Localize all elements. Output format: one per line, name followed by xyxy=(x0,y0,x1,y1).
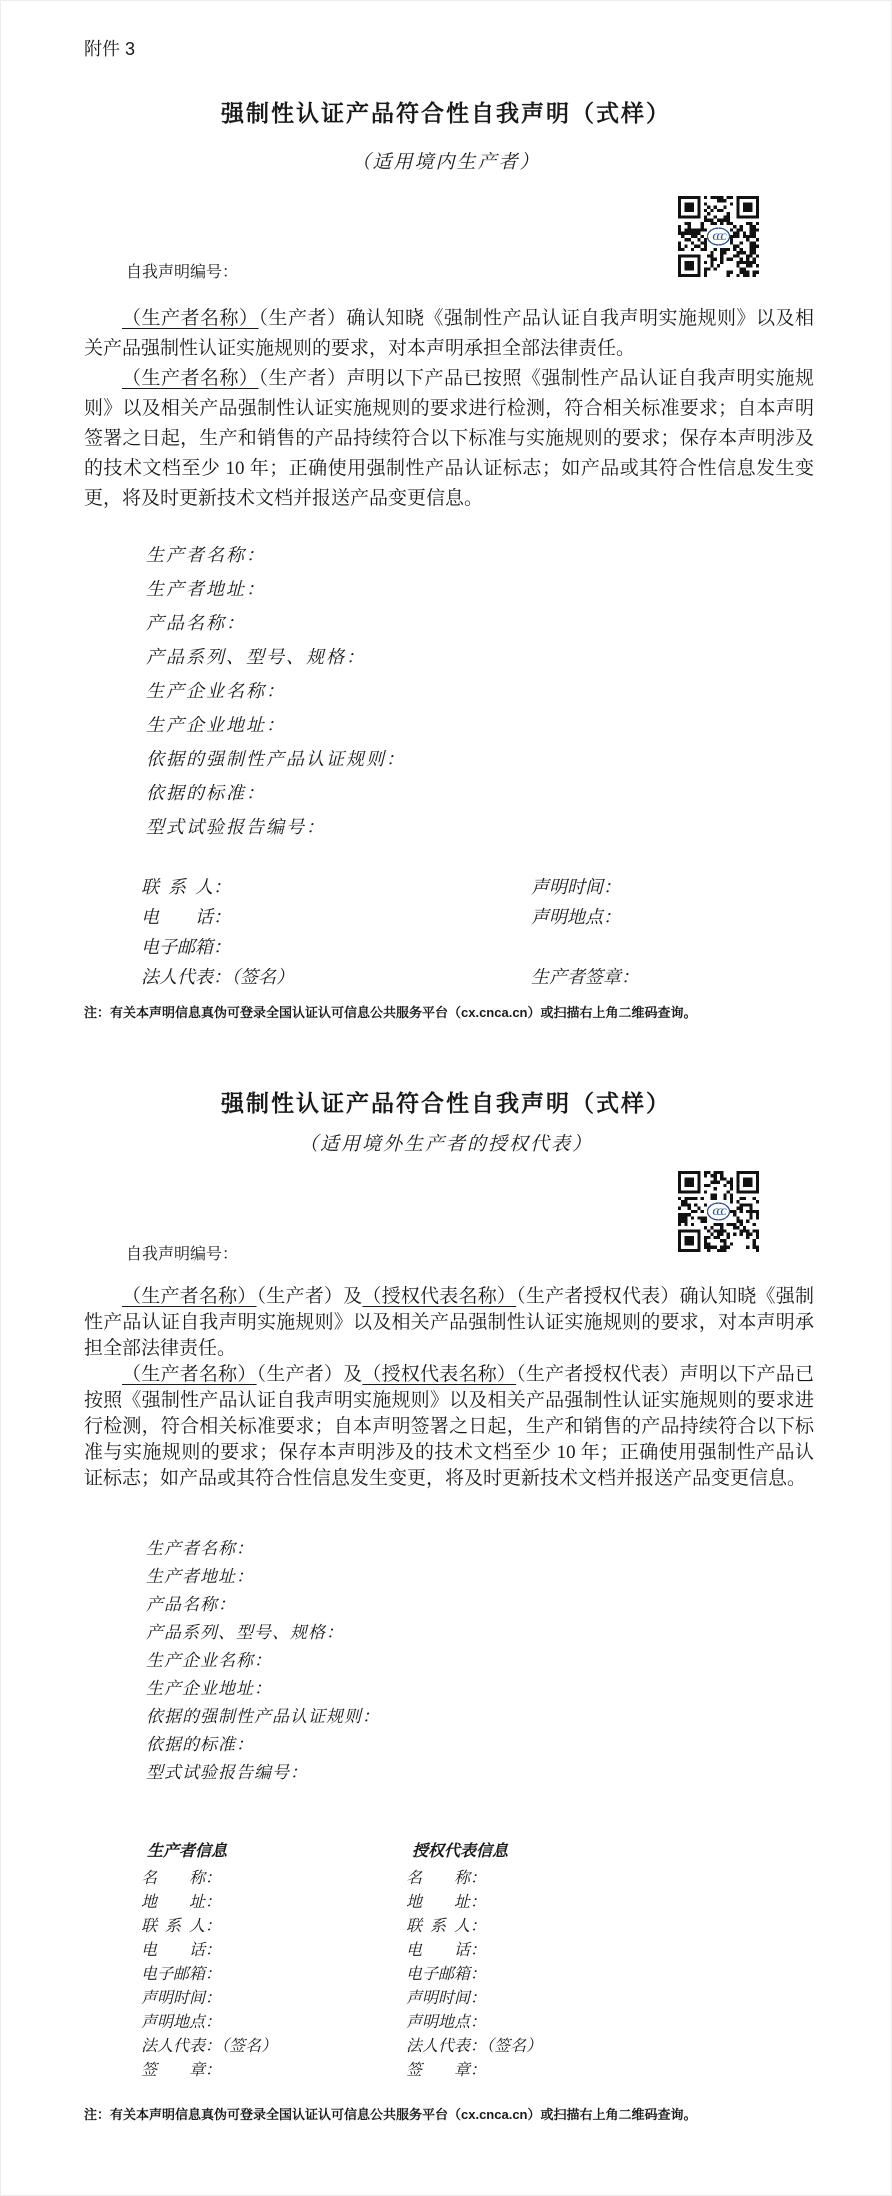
section1-paragraph-1 xyxy=(84,304,814,364)
field-row: 生产企业地址： xyxy=(146,715,286,736)
ccc-mark-icon: CCC xyxy=(712,231,725,242)
section1-title: 强制性认证产品符合性自我声明（式样） xyxy=(221,100,671,126)
contact-label: 声明时间： xyxy=(531,877,621,898)
qr-code xyxy=(678,1171,759,1252)
ccc-mark-icon: CCC xyxy=(712,1206,725,1217)
info-label: 法人代表：（签名） xyxy=(141,2036,278,2055)
info-label: 电 话： xyxy=(141,1940,222,1959)
paragraph-text: （生产者）及 xyxy=(256,1364,363,1385)
contact-label: 法人代表：（签名） xyxy=(141,967,294,988)
section2-subtitle: （适用境外生产者的授权代表） xyxy=(298,1133,593,1155)
info-label: 地 址： xyxy=(406,1892,487,1911)
info-label: 地 址： xyxy=(141,1892,222,1911)
attachment-label: 附件 3 xyxy=(84,39,136,59)
field-row: 产品名称： xyxy=(146,613,246,634)
section2-info-columns xyxy=(141,1839,542,2082)
paragraph-text: （生产者授权代表）确认知晓《强制性产品认证自我声明实施规则》以及相关产品强制性认证实施规则的要求，对本声明承担全部法律责任。 xyxy=(84,1286,814,1359)
section1-declaration-no-label: 自我声明编号： xyxy=(126,264,239,281)
contact-label: 电 话： xyxy=(141,907,231,928)
paragraph-text: （生产者授权代表）声明以下产品已按照《强制性产品认证自我声明实施规则》以及相关产品强制性认证实施规则的要求进行检测，符合相关标准要求；自本声明签署之日起，生产和销售的产品持续符合以下标准与实施规则的要求；保存本声明涉及的技术文档至少 10 年；正确使用强制性产品认证标志；如产品或其符合性信息发生变更，将及时更新技术文档并报送产品变更信息。 xyxy=(84,1364,814,1489)
field-row: 产品系列、型号、规格： xyxy=(146,1623,344,1643)
field-row: 依据的强制性产品认证规则： xyxy=(146,1707,380,1727)
info-label: 电子邮箱： xyxy=(406,1964,487,1983)
info-label: 法人代表：（签名） xyxy=(406,2036,543,2055)
info-label: 电 话： xyxy=(406,1940,487,1959)
agent-name-placeholder: （授权代表名称） xyxy=(362,1286,517,1307)
field-row: 依据的强制性产品认证规则： xyxy=(146,749,406,770)
field-row: 生产者名称： xyxy=(146,545,266,566)
section2-declaration-no-label: 自我声明编号： xyxy=(126,1246,239,1263)
field-row: 依据的标准： xyxy=(146,1735,254,1755)
producer-name-placeholder: （生产者名称） xyxy=(122,1286,257,1307)
producer-info-header: 生产者信息 xyxy=(147,1841,228,1860)
field-row: 产品系列、型号、规格： xyxy=(146,647,366,668)
section2-paragraph-2 xyxy=(84,1362,814,1492)
paragraph-text: （生产者）声明以下产品已按照《强制性产品认证自我声明实施规则》以及相关产品强制性认证实施规则的要求进行检测，符合相关标准要求；自本声明签署之日起，生产和销售的产品持续符合以下标准与实施规则的要求；保存本声明涉及的技术文档至少 10 年；正确使用强制性产品认证标志；如产品或其符合性信息发生变更，将及时更新技术文档并报送产品变更信息。 xyxy=(84,368,814,509)
info-label: 签 章： xyxy=(141,2060,222,2079)
producer-name-placeholder: （生产者名称） xyxy=(122,308,259,329)
info-label: 电子邮箱： xyxy=(141,1964,222,1983)
info-label: 声明时间： xyxy=(406,1988,487,2007)
info-label: 名 称： xyxy=(141,1868,222,1887)
contact-label: 电子邮箱： xyxy=(141,937,231,958)
field-row: 生产者名称： xyxy=(146,1539,254,1559)
paragraph-text: （生产者）及 xyxy=(256,1286,363,1307)
producer-name-placeholder: （生产者名称） xyxy=(122,1364,257,1385)
section1-product-fields xyxy=(146,539,406,845)
section2-note: 注：有关本声明信息真伪可登录全国认证认可信息公共服务平台（cx.cnca.cn）或扫描右上角二维码查询。 xyxy=(84,2107,697,2122)
section2-paragraph-1 xyxy=(84,1284,814,1362)
section1-contact-block xyxy=(141,873,639,993)
qr-code xyxy=(678,196,759,277)
contact-label xyxy=(531,933,639,963)
info-label: 联 系 人： xyxy=(141,1916,222,1935)
agent-info-header: 授权代表信息 xyxy=(412,1841,509,1860)
section1-paragraph-2 xyxy=(84,364,814,514)
contact-label: 声明地点： xyxy=(531,907,621,928)
info-label: 声明地点： xyxy=(406,2012,487,2031)
section1-note: 注：有关本声明信息真伪可登录全国认证认可信息公共服务平台（cx.cnca.cn）或扫描右上角二维码查询。 xyxy=(84,1005,697,1020)
field-row: 生产者地址： xyxy=(146,579,266,600)
contact-label: 联 系 人： xyxy=(141,877,231,898)
info-label: 声明时间： xyxy=(141,1988,222,2007)
paragraph-text: （生产者）确认知晓《强制性产品认证自我声明实施规则》以及相关产品强制性认证实施规则的要求，对本声明承担全部法律责任。 xyxy=(84,308,814,359)
field-row: 产品名称： xyxy=(146,1595,236,1615)
section1-subtitle: （适用境内生产者） xyxy=(351,151,541,173)
field-row: 生产企业名称： xyxy=(146,681,286,702)
section2-body xyxy=(84,1284,814,1492)
agent-name-placeholder: （授权代表名称） xyxy=(362,1364,517,1385)
field-row: 生产企业地址： xyxy=(146,1679,272,1699)
info-label: 声明地点： xyxy=(141,2012,222,2031)
section2-product-fields xyxy=(146,1535,380,1787)
field-row: 依据的标准： xyxy=(146,783,266,804)
info-label: 联 系 人： xyxy=(406,1916,487,1935)
section1-body xyxy=(84,304,814,514)
producer-name-placeholder: （生产者名称） xyxy=(122,368,259,389)
info-label: 名 称： xyxy=(406,1868,487,1887)
field-row: 型式试验报告编号： xyxy=(146,1763,308,1783)
info-label: 签 章： xyxy=(406,2060,487,2079)
field-row: 生产企业名称： xyxy=(146,1651,272,1671)
section2-title: 强制性认证产品符合性自我声明（式样） xyxy=(221,1090,671,1116)
field-row: 型式试验报告编号： xyxy=(146,817,326,838)
field-row: 生产者地址： xyxy=(146,1567,254,1587)
contact-label: 生产者签章： xyxy=(531,967,639,988)
